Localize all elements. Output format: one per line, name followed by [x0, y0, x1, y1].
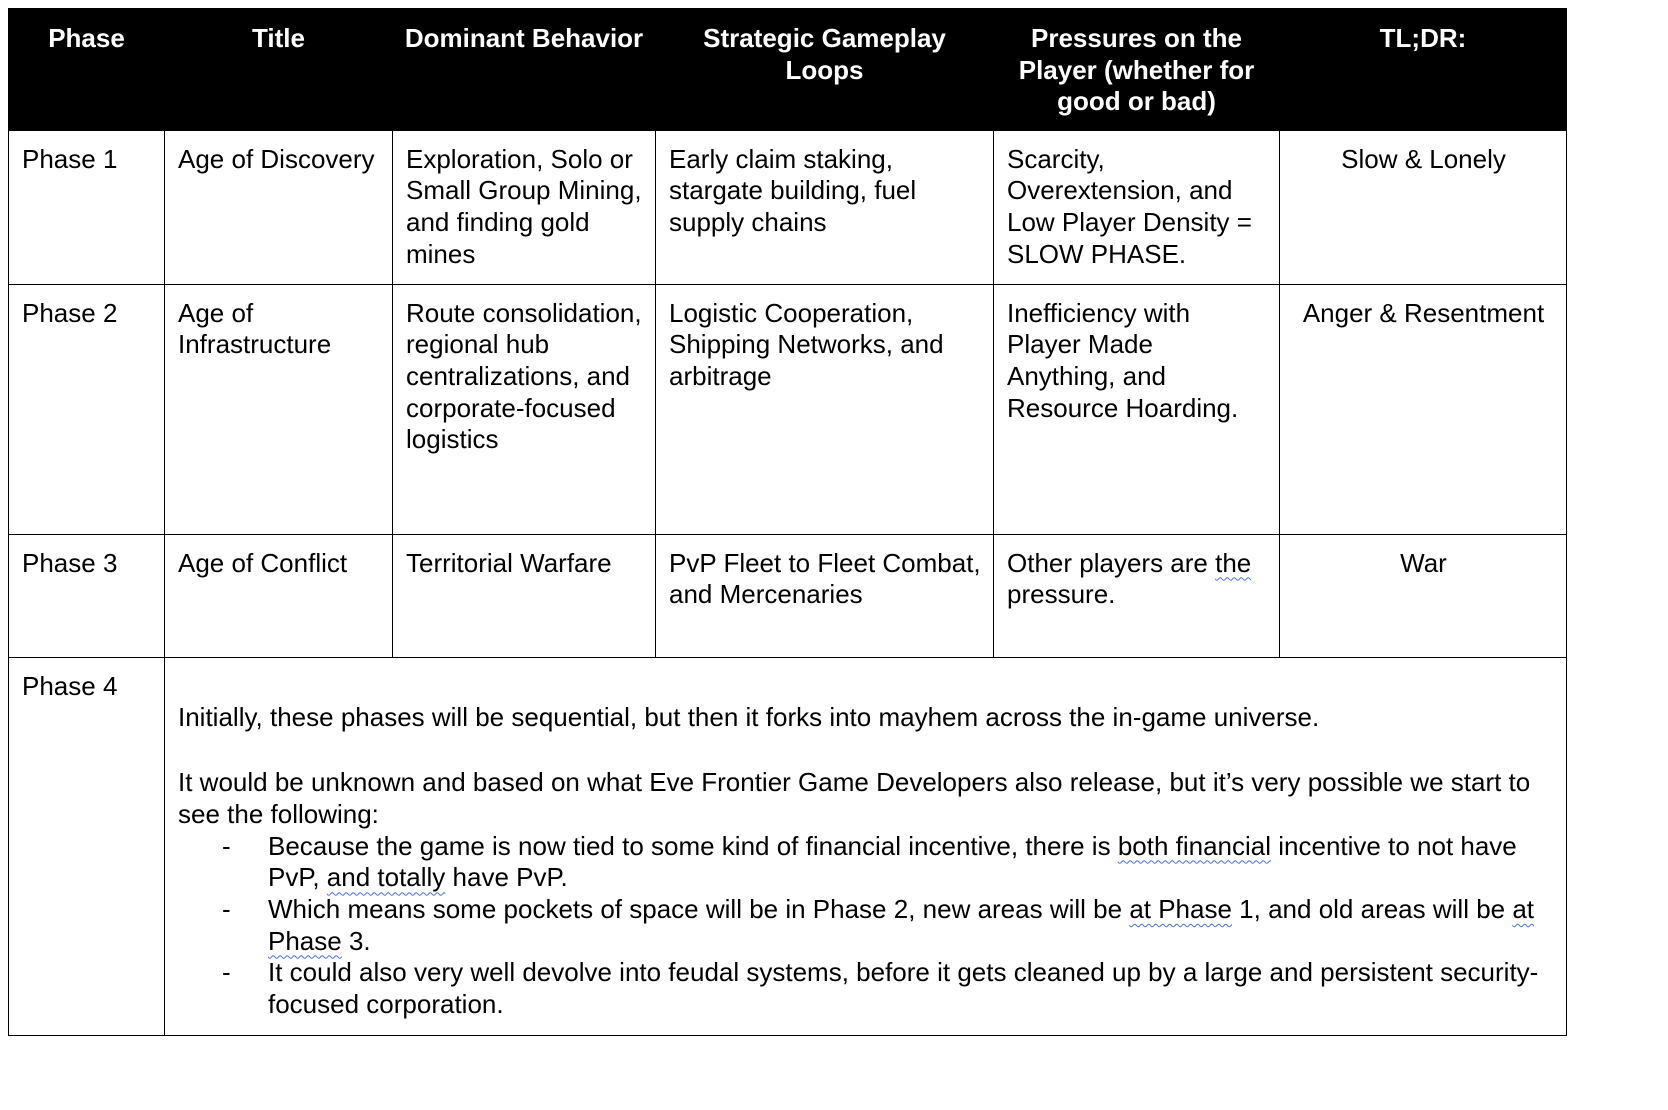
text-run: Which means some pockets of space will be in Phase 2, new areas will be — [268, 894, 1130, 925]
phase4-description — [165, 657, 1567, 1035]
list-item — [268, 831, 1554, 894]
spellcheck-underline: the — [1215, 547, 1252, 578]
spellcheck-underline: at Phase — [1129, 894, 1232, 925]
table-row — [9, 284, 1567, 534]
cell-dominant: Exploration, Solo or Small Group Mining, and finding gold mines — [393, 130, 656, 284]
text-run: have PvP. — [445, 862, 568, 893]
text-run: pressure. — [1007, 579, 1116, 610]
text-run: incentive to not have PvP, — [268, 830, 1517, 893]
phase4-list — [178, 831, 1554, 1021]
cell-loops: Early claim staking, stargate building, fuel supply chains — [656, 130, 994, 284]
cell-tldr: Slow & Lonely — [1280, 130, 1567, 284]
list-item: - It could also very well devolve into feudal systems, before it gets cleaned up by a large and persistent security-focused corporation. — [268, 957, 1554, 1020]
list-item — [268, 894, 1554, 957]
cell-tldr: War — [1280, 534, 1567, 657]
cell-loops: Logistic Cooperation, Shipping Networks, and arbitrage — [656, 284, 994, 534]
cell-phase: Phase 2 — [9, 284, 165, 534]
header-title: Title — [165, 9, 393, 131]
header-row — [9, 9, 1567, 131]
header-pressures: Pressures on the Player (whether for good or bad) — [994, 9, 1280, 131]
cell-pressures: Scarcity, Overextension, and Low Player Density = SLOW PHASE. — [994, 130, 1280, 284]
text-run: Because the game is now tied to some kind of financial incentive, there is — [268, 830, 1118, 861]
header-phase: Phase — [9, 9, 165, 131]
header-tldr: TL;DR: — [1280, 9, 1567, 131]
phase4-intro-2: It would be unknown and based on what Eve Frontier Game Developers also release, but it’s very possible we start to see the following: — [178, 767, 1531, 829]
text-run: 1, and old areas will be — [1231, 894, 1513, 925]
header-strategic-loops: Strategic Gameplay Loops — [656, 9, 994, 131]
cell-title: Age of Infrastructure — [165, 284, 393, 534]
cell-pressures: Inefficiency with Player Made Anything, and Resource Hoarding. — [994, 284, 1280, 534]
text-run: Other players are — [1007, 547, 1216, 578]
table-row — [9, 130, 1567, 284]
cell-pressures — [994, 534, 1280, 657]
cell-title: Age of Discovery — [165, 130, 393, 284]
cell-dominant: Route consolidation, regional hub centralizations, and corporate-focused logistics — [393, 284, 656, 534]
table-row — [9, 534, 1567, 657]
spellcheck-underline: both financial — [1117, 830, 1272, 861]
spellcheck-underline: and totally — [326, 862, 446, 893]
cell-title: Age of Conflict — [165, 534, 393, 657]
table-row — [9, 657, 1567, 1035]
cell-phase: Phase 3 — [9, 534, 165, 657]
cell-phase: Phase 1 — [9, 130, 165, 284]
cell-dominant: Territorial Warfare — [393, 534, 656, 657]
cell-tldr: Anger & Resentment — [1280, 284, 1567, 534]
phase4-intro: Initially, these phases will be sequential, but then it forks into mayhem across the in-game universe. — [178, 701, 1320, 732]
text-run: 3. — [341, 925, 371, 956]
cell-phase: Phase 4 — [9, 657, 165, 1035]
cell-loops: PvP Fleet to Fleet Combat, and Mercenaries — [656, 534, 994, 657]
spellcheck-underline: at Phase — [268, 894, 1535, 956]
phases-table — [8, 8, 1567, 1036]
header-dominant-behavior: Dominant Behavior — [393, 9, 656, 131]
